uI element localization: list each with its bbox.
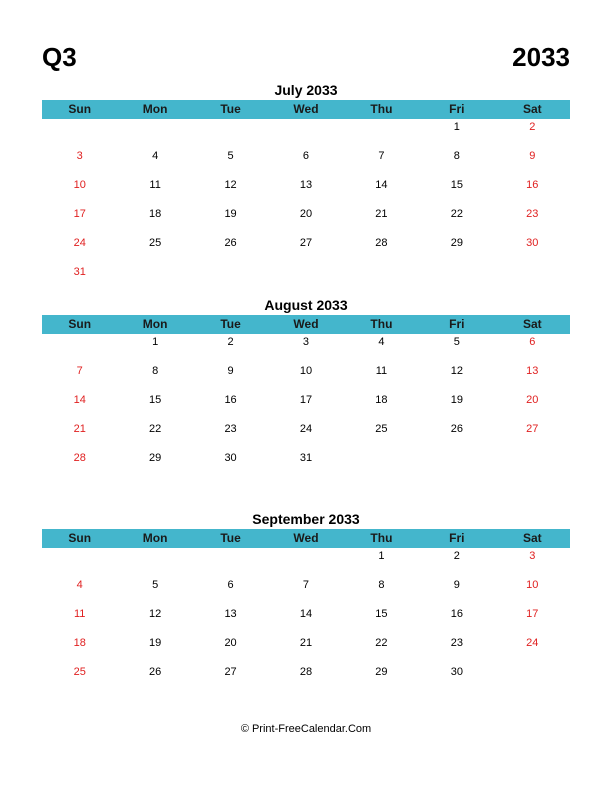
day-cell: 20 bbox=[224, 637, 237, 649]
empty-day-cell bbox=[193, 264, 268, 293]
day-cell: 23 bbox=[224, 423, 237, 435]
day-cell: 16 bbox=[224, 394, 237, 406]
empty-day-cell bbox=[117, 548, 192, 577]
day-cell: 30 bbox=[450, 666, 463, 678]
day-cell: 13 bbox=[299, 179, 313, 191]
day-cell: 17 bbox=[299, 394, 313, 406]
day-cell: 5 bbox=[227, 150, 234, 162]
weekday-label: Fri bbox=[449, 102, 465, 116]
day-cell: 29 bbox=[149, 452, 162, 464]
day-cell: 9 bbox=[453, 579, 460, 591]
empty-day-cell bbox=[268, 548, 343, 577]
weekday-label: Sat bbox=[522, 317, 542, 331]
day-cell: 29 bbox=[375, 666, 388, 678]
day-cell: 22 bbox=[149, 423, 162, 435]
empty-day-cell bbox=[419, 264, 494, 293]
weekday-label: Thu bbox=[370, 531, 393, 545]
day-cell: 14 bbox=[375, 179, 388, 191]
weekday-header bbox=[42, 315, 570, 334]
weekday-label: Thu bbox=[370, 317, 393, 331]
day-cell: 25 bbox=[149, 237, 162, 249]
empty-day-cell bbox=[42, 548, 117, 577]
day-cell: 16 bbox=[450, 608, 463, 620]
weekday-label: Sat bbox=[522, 531, 542, 545]
weekday-label: Tue bbox=[220, 531, 241, 545]
day-cell: 21 bbox=[299, 637, 313, 649]
empty-day-cell bbox=[495, 450, 570, 479]
empty-day-cell bbox=[268, 119, 343, 148]
weekday-label: Sun bbox=[68, 531, 92, 545]
day-cell: 2 bbox=[453, 550, 460, 562]
day-cell: 2 bbox=[529, 121, 536, 133]
day-cell: 10 bbox=[526, 579, 539, 591]
empty-day-cell bbox=[344, 119, 419, 148]
day-cell: 23 bbox=[526, 208, 539, 220]
weekday-label: Sun bbox=[68, 102, 92, 116]
day-cell: 3 bbox=[76, 150, 83, 162]
day-cell: 31 bbox=[73, 266, 86, 278]
day-cell: 25 bbox=[73, 666, 86, 678]
day-cell: 30 bbox=[526, 237, 539, 249]
empty-day-cell bbox=[495, 264, 570, 293]
day-cell: 3 bbox=[302, 336, 310, 348]
day-cell: 19 bbox=[149, 637, 162, 649]
month-september bbox=[42, 510, 570, 693]
day-cell: 21 bbox=[375, 208, 388, 220]
month-title: July 2033 bbox=[274, 82, 338, 98]
day-cell: 4 bbox=[378, 336, 385, 348]
weekday-label: Sat bbox=[522, 102, 542, 116]
empty-day-cell bbox=[42, 334, 117, 363]
day-cell: 1 bbox=[152, 336, 159, 348]
day-cell: 15 bbox=[149, 394, 162, 406]
day-cell: 7 bbox=[378, 150, 385, 162]
day-cell: 5 bbox=[152, 579, 159, 591]
day-cell: 6 bbox=[529, 336, 536, 348]
day-cell: 22 bbox=[375, 637, 388, 649]
day-cell: 27 bbox=[224, 666, 237, 678]
day-cell: 29 bbox=[450, 237, 463, 249]
day-cell: 6 bbox=[227, 579, 234, 591]
day-cell: 3 bbox=[529, 550, 536, 562]
day-cell: 24 bbox=[526, 637, 539, 649]
day-cell: 23 bbox=[450, 637, 463, 649]
empty-day-cell bbox=[117, 264, 192, 293]
day-cell: 18 bbox=[149, 208, 162, 220]
day-cell: 14 bbox=[73, 394, 86, 406]
weekday-label: Mon bbox=[142, 102, 168, 116]
day-cell: 19 bbox=[450, 394, 463, 406]
day-cell: 28 bbox=[73, 452, 86, 464]
day-cell: 9 bbox=[529, 150, 536, 162]
day-cell: 17 bbox=[73, 208, 86, 220]
day-cell: 13 bbox=[526, 365, 539, 377]
day-grid bbox=[42, 119, 570, 293]
weekday-label: Thu bbox=[370, 102, 393, 116]
day-cell: 5 bbox=[453, 336, 460, 348]
day-cell: 12 bbox=[224, 179, 237, 191]
day-cell: 18 bbox=[73, 637, 86, 649]
weekday-label: Fri bbox=[449, 531, 465, 545]
footer-credit: © Print-FreeCalendar.Com bbox=[240, 723, 372, 735]
day-cell: 14 bbox=[299, 608, 313, 620]
weekday-label: Fri bbox=[449, 317, 465, 331]
day-cell: 4 bbox=[76, 579, 83, 591]
day-cell: 8 bbox=[152, 365, 159, 377]
weekday-header bbox=[42, 529, 570, 548]
day-cell: 7 bbox=[302, 579, 310, 591]
day-grid bbox=[42, 548, 570, 693]
day-cell: 30 bbox=[224, 452, 237, 464]
day-cell: 12 bbox=[149, 608, 162, 620]
month-title: August 2033 bbox=[264, 297, 348, 313]
empty-day-cell bbox=[344, 264, 419, 293]
weekday-label: Sun bbox=[68, 317, 92, 331]
day-cell: 15 bbox=[375, 608, 388, 620]
weekday-header bbox=[42, 100, 570, 119]
day-cell: 17 bbox=[526, 608, 539, 620]
day-cell: 11 bbox=[149, 179, 161, 191]
day-cell: 20 bbox=[526, 394, 539, 406]
month-title: September 2033 bbox=[252, 511, 360, 527]
day-cell: 28 bbox=[375, 237, 388, 249]
empty-day-cell bbox=[193, 548, 268, 577]
day-cell: 28 bbox=[299, 666, 313, 678]
day-cell: 15 bbox=[450, 179, 463, 191]
day-cell: 27 bbox=[526, 423, 539, 435]
day-cell: 11 bbox=[74, 608, 86, 620]
day-cell: 13 bbox=[224, 608, 237, 620]
weekday-label: Mon bbox=[142, 317, 168, 331]
day-cell: 10 bbox=[299, 365, 313, 377]
day-cell: 22 bbox=[450, 208, 463, 220]
empty-day-cell bbox=[117, 119, 192, 148]
empty-day-cell bbox=[419, 450, 494, 479]
day-cell: 1 bbox=[378, 550, 385, 562]
day-cell: 1 bbox=[453, 121, 460, 133]
quarter-label: Q3 bbox=[42, 42, 77, 72]
day-grid bbox=[42, 334, 570, 479]
day-cell: 24 bbox=[299, 423, 313, 435]
day-cell: 26 bbox=[450, 423, 463, 435]
day-cell: 26 bbox=[149, 666, 162, 678]
day-cell: 25 bbox=[375, 423, 388, 435]
day-cell: 8 bbox=[453, 150, 460, 162]
weekday-label: Wed bbox=[293, 317, 319, 331]
day-cell: 26 bbox=[224, 237, 237, 249]
year-label: 2033 bbox=[512, 42, 570, 72]
day-cell: 9 bbox=[227, 365, 234, 377]
weekday-label: Tue bbox=[220, 317, 241, 331]
empty-day-cell bbox=[495, 664, 570, 693]
weekday-label: Tue bbox=[220, 102, 241, 116]
day-cell: 6 bbox=[302, 150, 310, 162]
day-cell: 4 bbox=[152, 150, 159, 162]
month-august bbox=[42, 296, 570, 479]
day-cell: 10 bbox=[73, 179, 86, 191]
empty-day-cell bbox=[268, 264, 343, 293]
day-cell: 7 bbox=[76, 365, 83, 377]
day-cell: 8 bbox=[378, 579, 385, 591]
day-cell: 18 bbox=[375, 394, 388, 406]
day-cell: 11 bbox=[375, 365, 388, 377]
day-cell: 27 bbox=[299, 237, 313, 249]
weekday-label: Wed bbox=[293, 531, 319, 545]
weekday-label: Wed bbox=[293, 102, 319, 116]
weekday-label: Mon bbox=[142, 531, 168, 545]
day-cell: 21 bbox=[73, 423, 86, 435]
empty-day-cell bbox=[42, 119, 117, 148]
day-cell: 24 bbox=[73, 237, 86, 249]
day-cell: 31 bbox=[299, 452, 313, 464]
empty-day-cell bbox=[193, 119, 268, 148]
day-cell: 19 bbox=[224, 208, 237, 220]
day-cell: 12 bbox=[450, 365, 463, 377]
day-cell: 2 bbox=[227, 336, 234, 348]
empty-day-cell bbox=[344, 450, 419, 479]
day-cell: 16 bbox=[526, 179, 539, 191]
day-cell: 20 bbox=[299, 208, 313, 220]
month-july bbox=[42, 81, 570, 293]
